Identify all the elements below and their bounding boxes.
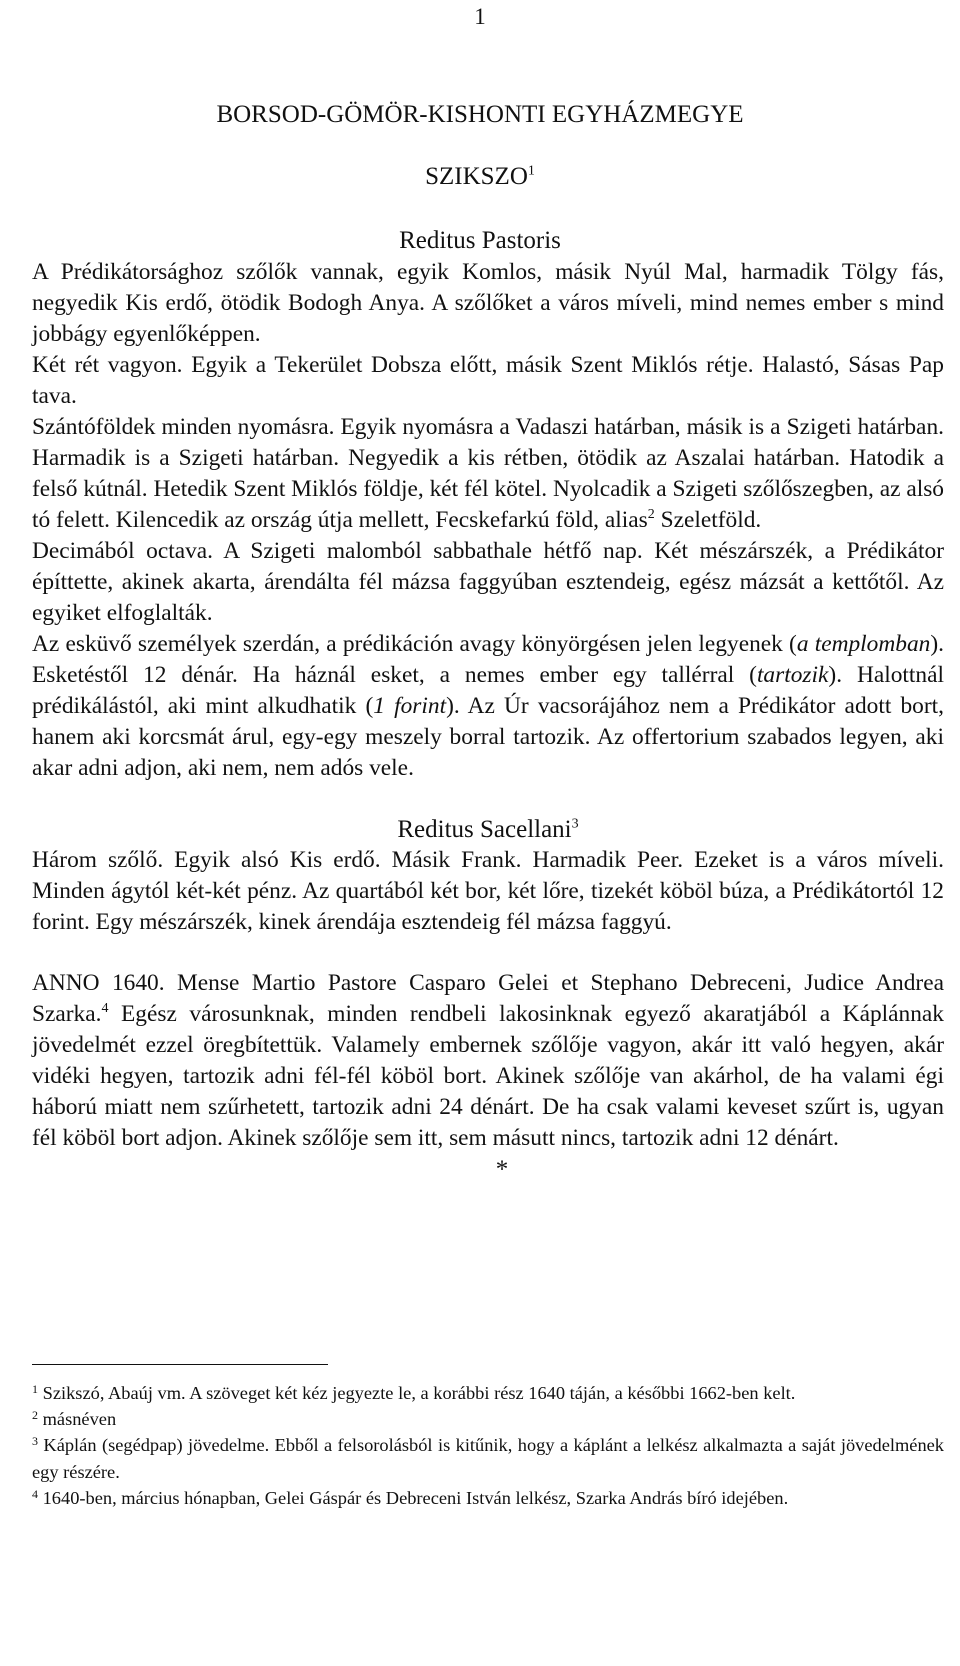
paragraph-fees (32, 629, 944, 784)
page-number: 1 (474, 4, 486, 29)
fees-italic-3: 1 forint (373, 693, 447, 719)
footnote-number: 1 (32, 1382, 38, 1396)
paragraph-anno-1640 (32, 968, 944, 1154)
footnote-text: 1640-ben, március hónapban, Gelei Gáspár és Debreceni István lelkész, Szarka András bíró idejében. (42, 1487, 789, 1508)
place-name: SZIKSZO (425, 163, 528, 190)
anno-text-end: Egész városunknak, minden rendbeli lakosinknak egyező akaratjából a Káplánnak jövedelmét ezzel öregbítettük. Valamely embernek szőlője vagyon, akár itt való hegyen, akár vidéki hegyen, tartozik adni fél-fél köböl bort. Akinek szőlője van akárhol, de ha valami égi háború miatt nem szűrhetett, tartozik adni 24 dénárt. De ha csak valami keveset szűrt is, ugyan fél köböl bort adjon. Akinek szőlője sem itt, sem másutt nincs, tartozik adni 12 dénárt. (32, 1001, 944, 1151)
footnote-text: másnéven (42, 1409, 117, 1430)
anno-text: ANNO 1640. Mense Martio Pastore Casparo Gelei et Stephano Debreceni, Judice Andrea Szarka. (32, 970, 944, 1027)
footnote-rule (32, 1364, 328, 1365)
paragraph-meadows: Két rét vagyon. Egyik a Tekerület Dobsza előtt, másik Szent Miklós rétje. Halastó, Sásas Pap tava. (32, 352, 944, 409)
footnote-4 (32, 1485, 944, 1511)
sacellani-title: Reditus Sacellani (397, 816, 572, 843)
fees-text-4: ). Az Úr vacsorájához nem a Prédikátor adott bort, hanem aki korcsmát árul, egy-egy meszely borral tartozik. Az offertorium szabados legyen, aki akar adni adjon, aki nem, nem adós vele. (32, 693, 944, 781)
section-heading-sacellani (32, 814, 944, 845)
footnote-number: 2 (32, 1408, 38, 1423)
diocese-title: BORSOD-GÖMÖR-KISHONTI EGYHÁZMEGYE (216, 101, 744, 128)
fees-text-1: Az esküvő személyek szerdán, a prédikáción avagy könyörgésen jelen legyenek ( (32, 631, 797, 657)
footnote-number: 3 (32, 1434, 38, 1449)
footnote-text: Káplán (segédpap) jövedelme. Ebből a felsorolásból is kitűnik, hogy a káplánt a lelkész alkalmazta a saját jövedelmének egy részére. (32, 1435, 944, 1482)
fields-text: Szántóföldek minden nyomásra. Egyik nyomásra a Vadaszi határban, másik is a Szigeti határban. Harmadik is a Szigeti határban. Negyedik a kis rétben, ötödik az Aszalai határban. Hatodik a felső kútnál. Hetedik Szent Miklós földje, két fél kötel. Nyolcadik a Szigeti szőlőszegben, az alsó tó felett. Kilencedik az ország útja mellett, Fecskefarkú föld, alias (32, 414, 944, 533)
footnote-number: 4 (32, 1486, 38, 1501)
fees-italic-2: tartozik (756, 662, 829, 688)
section-heading-pastoris: Reditus Pastoris (399, 227, 561, 254)
footnote-ref-1: 1 (527, 163, 535, 179)
fields-text-end: Szeletföld. (654, 507, 762, 533)
footnote-ref-4: 4 (101, 1001, 109, 1017)
paragraph-tithe: Decimából octava. A Szigeti malomból sabbathale hétfő nap. Két mészárszék, a Prédikátor építtette, akinek akarta, árendálta fél mázsa faggyúban esztendeig, egész mázsát a kettőtől. Az egyiket elfoglalták. (32, 538, 944, 626)
fees-text-3: ). Halottnál prédikálástól, aki mint alkudhatik ( (32, 662, 944, 719)
place-heading (0, 163, 960, 191)
footnote-3 (32, 1432, 944, 1484)
paragraph-fields (32, 412, 944, 536)
fees-text-2: ). Esketéstől 12 dénár. Ha háznál esket, a nemes ember egy tallérral ( (32, 631, 944, 688)
fees-italic-1: a templomban (796, 631, 931, 657)
paragraph-vineyards: A Prédikátorsághoz szőlők vannak, egyik Komlos, másik Nyúl Mal, harmadik Tölgy fás, negyedik Kis erdő, ötödik Bodogh Anya. A szőlőket a város míveli, mind nemes ember s mind jobbágy egyenlőképpen. (32, 259, 944, 347)
footnote-ref-3: 3 (571, 816, 579, 832)
footnote-text: Szikszó, Abaúj vm. A szöveget két kéz jegyezte le, a korábbi rész 1640 táján, a későbbi 1662-ben kelt. (42, 1383, 796, 1403)
footnote-1 (32, 1380, 944, 1406)
section-separator: * (495, 1156, 509, 1183)
footnotes (32, 1380, 944, 1511)
main-text (32, 257, 944, 1184)
footnote-2 (32, 1406, 944, 1432)
footnote-ref-2: 2 (647, 507, 655, 523)
paragraph-chaplain-income: Három szőlő. Egyik alsó Kis erdő. Másik Frank. Harmadik Peer. Ezeket is a város míveli. Minden ágytól két-két pénz. Az quartából két bor, két lőre, tizekét köböl búza, a Prédikátortól 12 forint. Egy mészárszék, kinek árendája esztendeig fél mázsa faggyú. (32, 847, 944, 935)
